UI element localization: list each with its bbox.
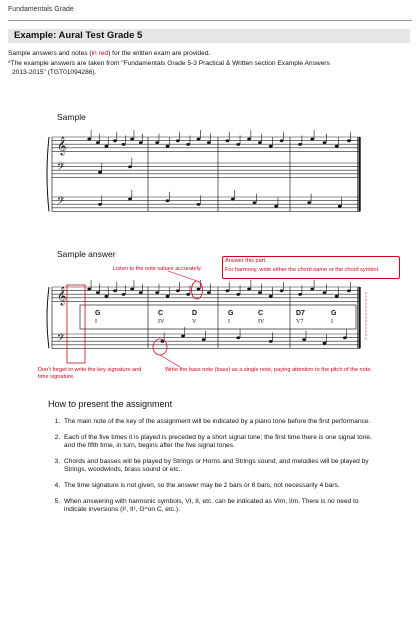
chord-roman: V7 [296, 319, 304, 325]
chord-name: G [331, 310, 337, 317]
answer-treble-clef: 𝄞 [57, 286, 67, 305]
chord-roman: I [331, 319, 333, 325]
intro-line2: *The example answers are taken from "Fundamentals Grade 5-3 Practical & Written section Example Answers [8, 59, 330, 67]
annotation-answer-body: For harmony, write either the chord name or the chord symbol. [225, 267, 380, 273]
answer-bass-note [181, 335, 185, 338]
sample-melody-note [226, 139, 230, 142]
answer-melody-note [258, 291, 262, 294]
answer-melody-note [130, 288, 134, 291]
sample-final-thick [359, 137, 361, 211]
answer-melody-note [269, 295, 273, 298]
sample-melody-note [323, 141, 327, 144]
sample-melody-note [87, 138, 91, 141]
sample-bass-clef: 𝄢 [57, 195, 65, 209]
sample-melody-note [258, 141, 262, 144]
answer-melody-note [335, 295, 339, 298]
chord-name: D7 [296, 310, 305, 317]
answer-bass-note [323, 342, 327, 345]
key-sig-highlight [67, 285, 85, 363]
sample-bass-note [197, 203, 201, 206]
answer-final-thick [359, 287, 361, 348]
sample-melody-note [130, 138, 134, 141]
sample-melody-note [122, 143, 126, 146]
sample-melody-note [186, 143, 190, 146]
chord-roman: I [95, 319, 97, 325]
answer-bass-note [269, 340, 273, 343]
sample-melody-note [96, 141, 100, 144]
sample-melody-note [236, 143, 240, 146]
answer-brace [47, 287, 49, 348]
instruction-item: 2. Each of the five times it is played is preceded by a short signal tone; the first time there is one signal tone, and the fifth time, in turn, begins after the five signal tones. [62, 434, 382, 451]
chord-roman: IV [158, 319, 165, 325]
annotation-key-sig: Don't forget to write the key signature and time signature. [38, 367, 142, 380]
page-title: Example: Aural Test Grade 5 [14, 30, 143, 41]
answer-melody-note [186, 293, 190, 296]
answer-melody-note [197, 288, 201, 291]
intro-line1-post: ) for the written exam are provided. [108, 50, 211, 57]
annotation-bass: Write the bass note (bass) as a single note, paying attention to the pitch of the note. [165, 367, 372, 373]
sample-melody-note [155, 141, 159, 144]
chord-name: C [158, 310, 164, 317]
answer-melody-note [122, 293, 126, 296]
sample-melody-note [310, 138, 314, 141]
answer-bass-note [202, 338, 206, 341]
chord-name: C [258, 310, 264, 317]
bass-note-pointer [160, 355, 180, 367]
annotation-note-values: Listen to the note values accurately. [113, 266, 202, 272]
answer-melody-note [347, 289, 351, 292]
sample-label: Sample [57, 112, 86, 122]
sample-bass-note [166, 199, 170, 202]
sample-answer-label: Sample answer [57, 249, 116, 259]
answer-melody-note [323, 291, 327, 294]
sample-melody-note [335, 145, 339, 148]
sample-melody-note [280, 139, 284, 142]
answer-melody-note [155, 291, 159, 294]
answer-melody-note [207, 291, 211, 294]
instruction-item: 3. Chords and basses will be played by Strings or Horns and Strings sound, and melodies will be played by Strings, woodwinds, brass sound or etc.. [62, 458, 382, 475]
answer-melody-note [105, 295, 109, 298]
answer-bass-note [302, 338, 306, 341]
sample-melody-note [269, 145, 273, 148]
sample-bass-note [307, 201, 311, 204]
sample-melody-note [247, 138, 251, 141]
sample-bass-note [231, 198, 235, 201]
answer-melody-note [139, 291, 143, 294]
answer-melody-note [96, 291, 100, 294]
chord-roman: V [192, 319, 197, 325]
answer-melody-note [87, 288, 91, 291]
annotation-answer-title: Answer this part. [225, 258, 267, 264]
intro-line1-pre: Sample answers and notes ( [8, 50, 92, 57]
answer-melody-note [226, 289, 230, 292]
answer-melody-note [298, 293, 302, 296]
instruction-item: 4. The time signature is not given, so the answer may be 2 bars or 8 bars, not necessarily 4 bars. [62, 482, 382, 491]
sample-bass-note [98, 203, 102, 206]
answer-melody-note [113, 289, 117, 292]
answer-bass-clef: 𝄢 [57, 332, 65, 346]
header-section: Fundamentals Grade [8, 6, 74, 13]
sample-bass-note [274, 205, 278, 208]
sample-melody-note [105, 145, 109, 148]
sample-chord-note [128, 165, 132, 168]
sample-bass-note [338, 205, 342, 208]
sample-melody-note [197, 138, 201, 141]
sample-treble-clef: 𝄞 [57, 136, 67, 155]
intro-line1-red: in red [91, 50, 109, 57]
answer-melody-note [176, 289, 180, 292]
chord-name: G [228, 310, 234, 317]
sample-chord-note [98, 171, 102, 174]
answer-melody-note [166, 295, 170, 298]
sample-melody-note [207, 141, 211, 144]
sample-bass-note [253, 201, 257, 204]
chord-roman: I [228, 319, 230, 325]
instruction-item: 5. When answering with harmonic symbols, VI, II, etc. can be indicated as VIm, IIm. There is no need to indicate inversions (I², II¹, G^on C, etc.). [62, 498, 382, 515]
sample-melody-note [139, 141, 143, 144]
answer-melody-note [280, 289, 284, 292]
intro-line3: 2013-2015" (TGT01094286). [12, 69, 97, 76]
instruction-list [48, 418, 382, 522]
chord-roman: IV [258, 319, 265, 325]
sample-melody-note [298, 143, 302, 146]
note-value-highlight [192, 281, 203, 299]
answer-bass-note [236, 336, 240, 339]
chord-name: D [192, 310, 198, 317]
sample-brace [47, 137, 49, 211]
answer-bass-note [343, 336, 347, 339]
sample-melody-note [347, 139, 351, 142]
answer-melody-note [236, 293, 240, 296]
sample-melody-note [113, 139, 117, 142]
sample-melody-note [166, 145, 170, 148]
sample-bass-note [128, 198, 132, 201]
answer-melody-note [310, 288, 314, 291]
how-title: How to present the assignment [48, 399, 173, 409]
chord-name: G [95, 310, 101, 317]
instruction-item: 1. The main note of the key of the assignment will be indicated by a piano tone before the first performance. [62, 418, 382, 427]
sample-bass-clef: 𝄢 [57, 161, 65, 175]
answer-melody-note [247, 288, 251, 291]
sample-melody-note [176, 139, 180, 142]
